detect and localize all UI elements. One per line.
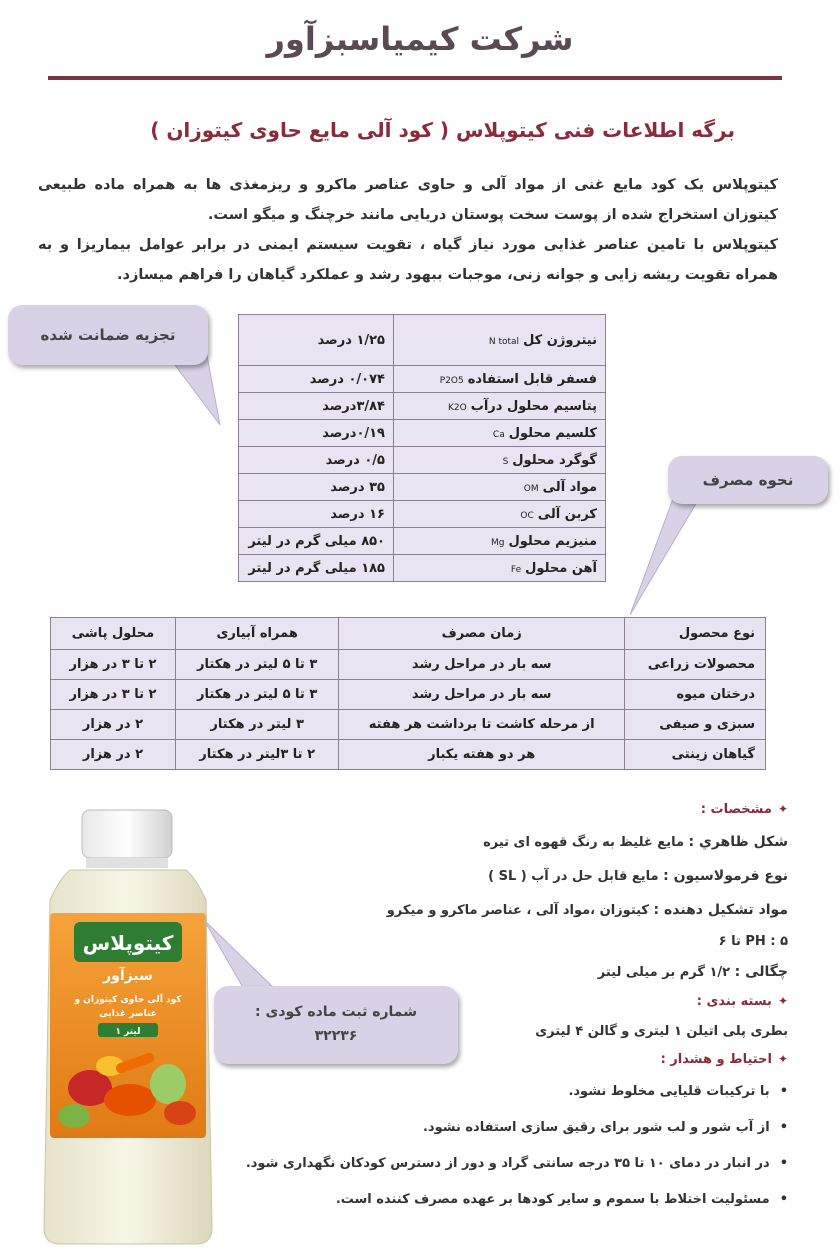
nutrient-name: نیتروژن کل bbox=[523, 332, 597, 348]
analysis-nutrient-cell bbox=[394, 474, 606, 501]
sheet-title: برگه اطلاعات فنی کیتوپلاس ( کود آلی مایع حاوی کیتوزان ) bbox=[150, 118, 735, 142]
caution-text: از آب شور و لب شور برای رقیق سازی استفاده نشود. bbox=[422, 1120, 770, 1135]
nutrient-symbol: P2O5 bbox=[439, 375, 464, 386]
spec-density bbox=[598, 964, 788, 980]
header-divider bbox=[48, 76, 782, 80]
analysis-callout: تجزیه ضمانت شده bbox=[8, 305, 208, 365]
nutrient-value: ۳۵ درصد bbox=[239, 474, 394, 501]
usage-crop-cell: درختان میوه bbox=[625, 680, 766, 710]
nutrient-name: آهن محلول bbox=[525, 560, 597, 576]
analysis-nutrient-cell bbox=[394, 420, 606, 447]
analysis-row bbox=[239, 501, 606, 528]
analysis-nutrient-cell bbox=[394, 315, 606, 366]
usage-cell: ۲ تا ۳لیتر در هکتار bbox=[175, 740, 338, 770]
caution-item bbox=[336, 1192, 788, 1207]
nutrient-value: ۰/۱۹درصد bbox=[239, 420, 394, 447]
caution-item bbox=[246, 1156, 788, 1171]
bottle-volume: ۱ لیتر bbox=[115, 1027, 141, 1037]
analysis-row bbox=[239, 366, 606, 393]
nutrient-symbol: OM bbox=[523, 483, 539, 494]
nutrient-name: منیزیم محلول bbox=[508, 533, 597, 549]
nutrient-value: ۳/۸۴درصد bbox=[239, 393, 394, 420]
analysis-row bbox=[239, 447, 606, 474]
usage-row bbox=[51, 710, 766, 740]
analysis-nutrient-cell bbox=[394, 555, 606, 582]
analysis-nutrient-cell bbox=[394, 393, 606, 420]
company-name: شرکت کیمیاسبزآور bbox=[266, 20, 574, 58]
usage-header-cell: محلول پاشی bbox=[51, 618, 176, 650]
usage-cell: ۳ لیتر در هکتار bbox=[175, 710, 338, 740]
bottle-desc-2: عناصر غذایی bbox=[99, 1009, 157, 1019]
usage-row bbox=[51, 740, 766, 770]
nutrient-value: ۰/۰۷۴ درصد bbox=[239, 366, 394, 393]
nutrient-value: ۱/۲۵ درصد bbox=[239, 315, 394, 366]
analysis-nutrient-cell bbox=[394, 528, 606, 555]
usage-row bbox=[51, 650, 766, 680]
usage-cell: ۲ در هزار bbox=[51, 740, 176, 770]
nutrient-symbol: Mg bbox=[491, 537, 505, 548]
components-value: کیتوزان ،مواد آلی ، عناصر ماکرو و میکرو bbox=[386, 903, 649, 918]
registration-label: شماره ثبت ماده کودی : bbox=[255, 1004, 417, 1020]
caution-item bbox=[568, 1084, 788, 1099]
specs-heading-row bbox=[701, 802, 788, 817]
usage-cell: ۲ در هزار bbox=[51, 710, 176, 740]
usage-header-cell: زمان مصرف bbox=[339, 618, 625, 650]
usage-cell: ۳ تا ۵ لیتر در هکتار bbox=[175, 650, 338, 680]
nutrient-name: گوگرد محلول bbox=[512, 452, 597, 468]
usage-cell: سه بار در مراحل رشد bbox=[339, 680, 625, 710]
nutrient-value: ۱۸۵ میلی گرم در لیتر bbox=[239, 555, 394, 582]
packaging-value: بطری پلی اتیلن ۱ لیتری و گالن ۴ لیتری bbox=[535, 1024, 788, 1039]
nutrient-value: ۸۵۰ میلی گرم در لیتر bbox=[239, 528, 394, 555]
bottle-brand: کیتوپلاس bbox=[82, 931, 174, 955]
bottle-maker: سبزآور bbox=[103, 968, 153, 984]
intro-text bbox=[38, 170, 778, 290]
product-bottle-image bbox=[30, 808, 225, 1248]
density-value: ۱/۲ گرم بر میلی لیتر bbox=[597, 965, 731, 980]
specs-heading: مشخصات : bbox=[700, 802, 772, 817]
intro-paragraph-2: کیتوپلاس با تامین عناصر غذایی مورد نیاز گیاه ، تقویت سیستم ایمنی در برابر عوامل بیماریزا و به همراه تقویت ریشه زایی و جوانه زنی، موجبات ببهود رشد و عملکرد گیاهان را فراهم میسازد. bbox=[38, 237, 778, 283]
appearance-value: مایع غلیظ به رنگ قهوه ای تیره bbox=[483, 835, 685, 850]
nutrient-value: ۰/۵ درصد bbox=[239, 447, 394, 474]
usage-cell: ۲ تا ۳ در هزار bbox=[51, 680, 176, 710]
components-label: مواد تشکیل دهنده : bbox=[653, 902, 788, 918]
nutrient-name: فسفر قابل استفاده bbox=[467, 371, 597, 387]
caution-text: در انبار در دمای ۱۰ تا ۳۵ درجه سانتی گراد و دور از دسترس کودکان نگهداری شود. bbox=[245, 1156, 770, 1171]
usage-table bbox=[50, 617, 766, 770]
usage-crop-cell: گیاهان زینتی bbox=[625, 740, 766, 770]
caution-text: با ترکیبات قلیایی مخلوط نشود. bbox=[568, 1084, 770, 1099]
analysis-row bbox=[239, 393, 606, 420]
diamond-bullet-icon: ✦ bbox=[777, 994, 788, 1008]
bullet-dot-icon: • bbox=[779, 1156, 788, 1171]
caution-item bbox=[423, 1120, 788, 1135]
bullet-dot-icon: • bbox=[779, 1120, 788, 1135]
analysis-row bbox=[239, 528, 606, 555]
packaging-heading: بسته بندی : bbox=[696, 994, 772, 1009]
usage-cell: ۳ تا ۵ لیتر در هکتار bbox=[175, 680, 338, 710]
spec-formulation bbox=[488, 868, 788, 884]
usage-header-cell: نوع محصول bbox=[625, 618, 766, 650]
analysis-row bbox=[239, 420, 606, 447]
spec-appearance bbox=[483, 834, 788, 850]
nutrient-name: مواد آلی bbox=[542, 479, 597, 495]
nutrient-symbol: Fe bbox=[510, 564, 522, 575]
nutrient-symbol: N total bbox=[488, 336, 520, 347]
bullet-dot-icon: • bbox=[779, 1084, 788, 1099]
usage-cell: هر دو هفته یکبار bbox=[339, 740, 625, 770]
nutrient-symbol: Ca bbox=[492, 429, 505, 440]
nutrient-name: پتاسیم محلول درآب bbox=[470, 398, 597, 414]
analysis-nutrient-cell bbox=[394, 447, 606, 474]
bottle-desc-1: کود آلی حاوی کیتوزان و bbox=[74, 995, 182, 1005]
bullet-dot-icon: • bbox=[779, 1192, 788, 1207]
caution-heading-row bbox=[661, 1052, 788, 1067]
analysis-row bbox=[239, 315, 606, 366]
nutrient-symbol: S bbox=[502, 456, 509, 467]
registration-number: ۳۲۲۳۶ bbox=[314, 1028, 358, 1044]
usage-cell: ۲ تا ۳ در هزار bbox=[51, 650, 176, 680]
packaging-heading-row bbox=[697, 994, 788, 1009]
appearance-label: شکل ظاهري : bbox=[688, 834, 788, 850]
nutrient-symbol: K2O bbox=[448, 402, 467, 413]
spec-components bbox=[387, 902, 788, 918]
analysis-row bbox=[239, 474, 606, 501]
nutrient-value: ۱۶ درصد bbox=[239, 501, 394, 528]
usage-cell: سه بار در مراحل رشد bbox=[339, 650, 625, 680]
formulation-label: نوع فرمولاسیون : bbox=[663, 868, 788, 884]
usage-crop-cell: سبزی و صیفی bbox=[625, 710, 766, 740]
registration-callout bbox=[214, 986, 458, 1064]
caution-text: مسئولیت اختلاط با سموم و سایر کودها بر عهده مصرف کننده است. bbox=[335, 1192, 770, 1207]
spec-ph: PH : ۵ تا ۶ bbox=[718, 934, 788, 949]
density-label: چگالی : bbox=[734, 964, 788, 980]
nutrient-name: کربن آلی bbox=[537, 506, 597, 522]
diamond-bullet-icon: ✦ bbox=[777, 1052, 788, 1066]
formulation-value: مایع قابل حل در آب ( SL ) bbox=[488, 869, 659, 884]
nutrient-name: کلسیم محلول bbox=[508, 425, 597, 441]
nutrient-symbol: OC bbox=[520, 510, 534, 521]
analysis-nutrient-cell bbox=[394, 366, 606, 393]
usage-header-cell: همراه آبیاری bbox=[175, 618, 338, 650]
analysis-nutrient-cell bbox=[394, 501, 606, 528]
usage-header-row bbox=[51, 618, 766, 650]
usage-row bbox=[51, 680, 766, 710]
usage-cell: از مرحله کاشت تا برداشت هر هفته bbox=[339, 710, 625, 740]
usage-crop-cell: محصولات زراعی bbox=[625, 650, 766, 680]
caution-heading: احتیاط و هشدار : bbox=[660, 1052, 772, 1067]
analysis-row bbox=[239, 555, 606, 582]
analysis-table bbox=[238, 314, 606, 582]
diamond-bullet-icon: ✦ bbox=[777, 802, 788, 816]
usage-callout: نحوه مصرف bbox=[668, 456, 828, 504]
intro-paragraph-1: کیتوپلاس یک کود مایع غنی از مواد آلی و حاوی عناصر ماکرو و ریزمغذی ها به همراه ماده طبیعی کیتوزان استخراج شده از پوست سخت پوستان دریایی مانند خرچنگ و میگو است. bbox=[38, 177, 778, 223]
